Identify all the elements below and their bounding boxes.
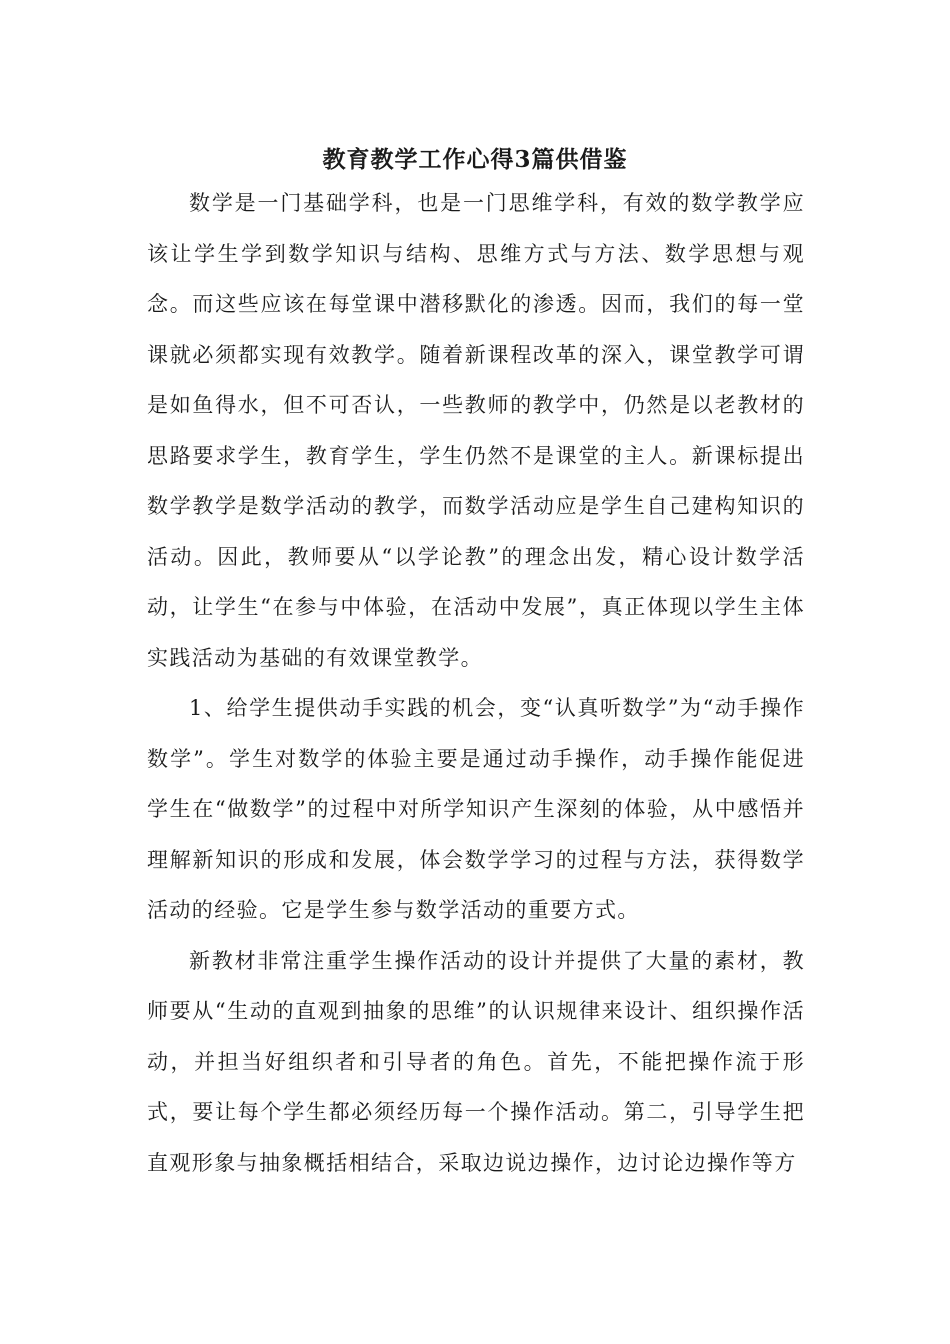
paragraph-intro: 数学是一门基础学科，也是一门思维学科，有效的数学教学应该让学生学到数学知识与结构、思维方式与方法、数学思想与观念。而这些应该在每堂课中潜移默化的渗透。因而，我们的每一堂课就必须都实现有效教学。随着新课程改革的深入，课堂教学可谓是如鱼得水，但不可否认，一些教师的教学中，仍然是以老教材的思路要求学生，教育学生，学生仍然不是课堂的主人。新课标提出数学教学是数学活动的教学，而数学活动应是学生自己建构知识的活动。因此，教师要从“以学论教”的理念出发，精心设计数学活动，让学生“在参与中体验，在活动中发展”，真正体现以学生主体实践活动为基础的有效课堂教学。	[147, 191, 805, 670]
paragraph-new-textbook: 新教材非常注重学生操作活动的设计并提供了大量的素材，教师要从“生动的直观到抽象的思维”的认识规律来设计、组织操作活动，并担当好组织者和引导者的角色。首先，不能把操作流于形式，要让每个学生都必须经历每一个操作活动。第二，引导学生把直观形象与抽象概括相结合，采取边说边操作，边讨论边操作等方	[147, 948, 805, 1175]
document-body	[147, 178, 805, 1188]
paragraph-point-1: 1、给学生提供动手实践的机会，变“认真听数学”为“动手操作数学”。学生对数学的体验主要是通过动手操作，动手操作能促进学生在“做数学”的过程中对所学知识产生深刻的体验，从中感悟并理解新知识的形成和发展，体会数学学习的过程与方法，获得数学活动的经验。它是学生参与数学活动的重要方式。	[147, 696, 805, 922]
document-title: 教育教学工作心得3篇供借鉴	[322, 146, 628, 173]
